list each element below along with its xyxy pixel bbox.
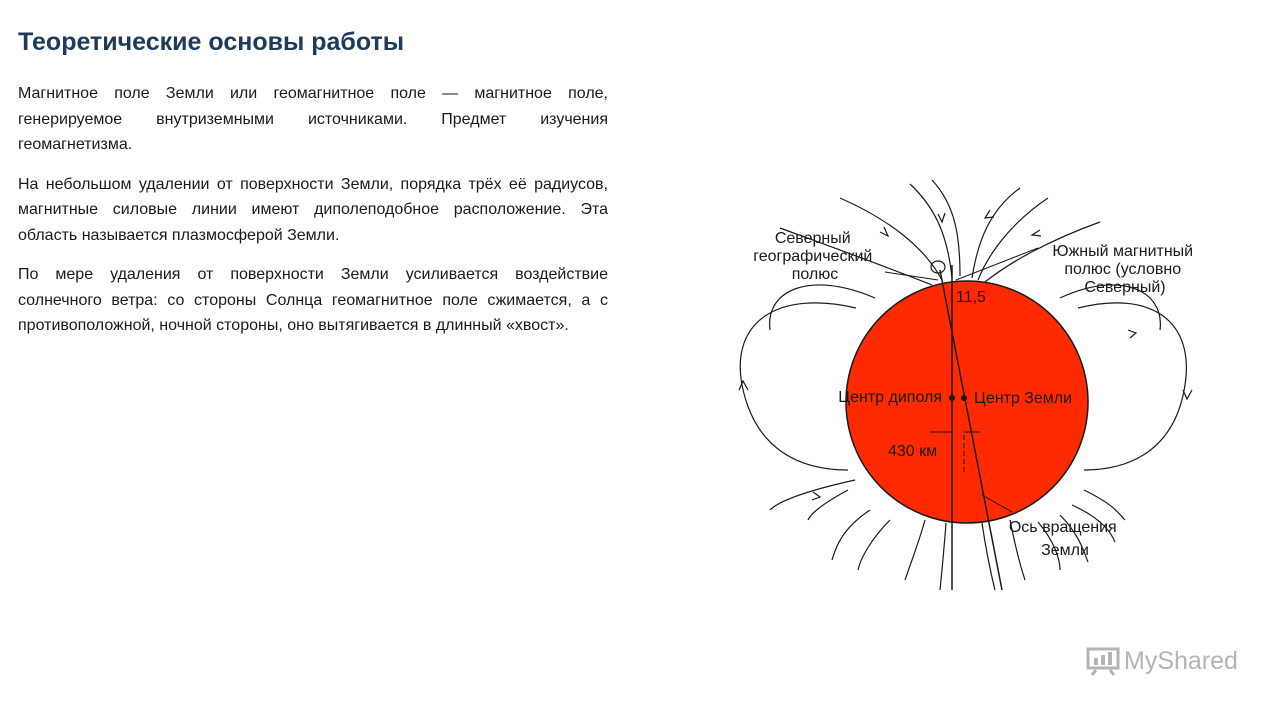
- page-title: Теоретические основы работы: [18, 28, 405, 56]
- north-geo-pole-label: Северный географический полюс: [753, 230, 873, 283]
- angle-label: 11,5: [956, 289, 986, 306]
- paragraph-1: Магнитное поле Земли или геомагнитное поле — магнитное поле, генерируемое внутриземными источниками. Предмет изучения геомагнетизма.: [18, 85, 608, 153]
- presentation-icon: [1086, 646, 1120, 676]
- offset-label: 430 км: [888, 443, 938, 460]
- south-mag-pole-label: Южный магнитный полюс (условно Северный): [1052, 243, 1194, 296]
- dipole-center-label: Центр диполя: [838, 389, 942, 406]
- earth-center-dot: [961, 395, 967, 401]
- paragraph-2: На небольшом удалении от поверхности Земли, порядка трёх её радиусов, магнитные силовые линии имеют диполеподобное расположение. Эта область называется плазмосферой Земли.: [18, 175, 608, 244]
- watermark-logo: [1086, 646, 1238, 676]
- paragraph-3: По мере удаления от поверхности Земли усиливается воздействие солнечного ветра: со стороны Солнца геомагнитное поле сжимается, а с противоположной, ночной стороны, оно вытягивается в длинный «хвост».: [18, 266, 608, 334]
- earth-center-label: Центр Земли: [974, 390, 1073, 407]
- geomagnetic-field-diagram: [720, 170, 1220, 600]
- body-text: [18, 81, 608, 353]
- dipole-center-dot: [949, 395, 955, 401]
- watermark-text: MyShared: [1124, 646, 1238, 675]
- rotation-axis-label: Ось вращения Земли: [1008, 519, 1117, 559]
